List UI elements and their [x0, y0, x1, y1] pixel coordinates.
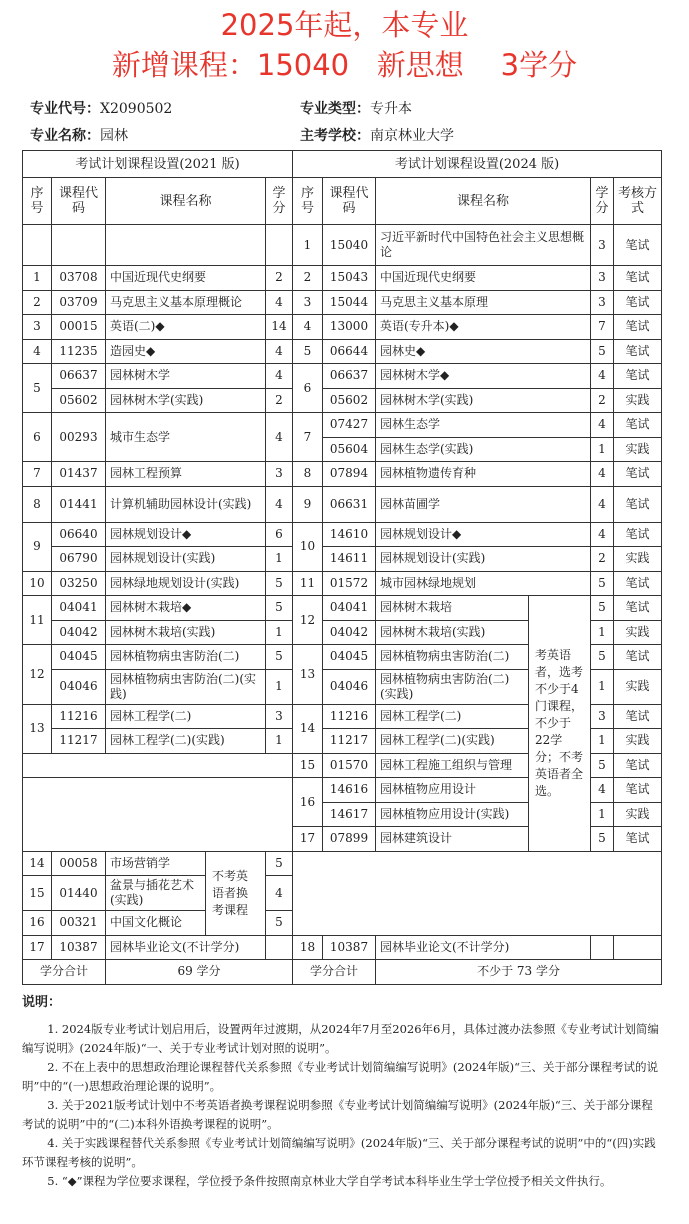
table-row [23, 571, 662, 596]
cell-credit: 6 [266, 522, 293, 547]
cell-no: 8 [293, 462, 323, 487]
cell-code: 03250 [52, 571, 106, 596]
cell-no: 5 [293, 339, 323, 364]
cell-method: 笔试 [614, 571, 662, 596]
cell-name: 英语(二)◆ [106, 315, 266, 340]
cell-name: 园林树木学◆ [376, 364, 591, 389]
cell-code: 04042 [323, 620, 376, 645]
cell-name: 造园史◆ [106, 339, 266, 364]
cell-code: 11216 [52, 704, 106, 729]
cell-code: 01572 [323, 571, 376, 596]
cell-no: 3 [23, 315, 52, 340]
note-item: 5. “◆”课程为学位要求课程，学位授予条件按照南京林业大学自学考试本科毕业生学士学位授予相关文件执行。 [47, 1174, 612, 1188]
cell-method: 笔试 [614, 364, 662, 389]
cell-name: 马克思主义基本原理 [376, 290, 591, 315]
col-code: 课程代码 [323, 178, 376, 225]
cell-credit: 4 [266, 364, 293, 389]
cell-no: 6 [293, 364, 323, 413]
cell-no: 4 [23, 339, 52, 364]
table-row [23, 462, 662, 487]
cell-credit: 3 [591, 266, 614, 291]
cell-credit: 5 [591, 645, 614, 670]
cell-code: 07894 [323, 462, 376, 487]
cell-code: 13000 [323, 315, 376, 340]
col-no: 序号 [293, 178, 323, 225]
cell-credit: 3 [266, 704, 293, 729]
table-row [23, 290, 662, 315]
table-row [23, 315, 662, 340]
cell-code: 04041 [323, 596, 376, 621]
cell-no: 6 [23, 413, 52, 462]
host-school-value: 南京林业大学 [370, 128, 454, 144]
cell-code: 10387 [52, 935, 106, 960]
cell-name: 园林规划设计◆ [106, 522, 266, 547]
total-credits: 不少于 73 学分 [376, 960, 662, 985]
cell-credit: 4 [591, 778, 614, 803]
cell-code: 14610 [323, 522, 376, 547]
cell-credit: 2 [591, 547, 614, 572]
cell-code: 11217 [52, 729, 106, 754]
cell-credit: 1 [266, 547, 293, 572]
major-name-label: 专业名称： [30, 128, 100, 144]
cell-code: 04041 [52, 596, 106, 621]
cell-name: 园林树木学(实践) [376, 388, 591, 413]
cell-credit: 14 [266, 315, 293, 340]
cell-no: 14 [23, 851, 52, 876]
cell-method: 笔试 [614, 339, 662, 364]
cell-method: 实践 [614, 729, 662, 754]
cell-code: 03708 [52, 266, 106, 291]
cell-code: 06631 [323, 486, 376, 522]
cell-credit: 2 [266, 388, 293, 413]
cell-name: 中国近现代史纲要 [376, 266, 591, 291]
total-credits: 69 学分 [106, 960, 293, 985]
cell-no: 9 [23, 522, 52, 571]
total-label: 学分合计 [293, 960, 376, 985]
cell-name: 园林树木学(实践) [106, 388, 266, 413]
cell-credit: 1 [266, 669, 293, 704]
cell-no: 15 [293, 753, 323, 778]
cell-name: 园林工程施工组织与管理 [376, 753, 529, 778]
cell-credit: 4 [591, 522, 614, 547]
cell-method: 笔试 [614, 704, 662, 729]
cell-name: 园林植物应用设计 [376, 778, 529, 803]
cell-name: 马克思主义基本原理概论 [106, 290, 266, 315]
cell-code: 05602 [323, 388, 376, 413]
cell-credit: 2 [591, 388, 614, 413]
plan-2024-title: 考试计划课程设置(2024 版) [293, 151, 662, 178]
cell-no: 5 [23, 364, 52, 413]
notes-title: 说明： [22, 995, 62, 1010]
table-row [23, 413, 662, 438]
cell-credit: 4 [266, 876, 293, 911]
cell-no: 11 [293, 571, 323, 596]
cell-code: 06790 [52, 547, 106, 572]
cell-code: 04046 [52, 669, 106, 704]
cell-credit: 1 [591, 620, 614, 645]
cell-no: 18 [293, 935, 323, 960]
cell-method: 笔试 [614, 462, 662, 487]
cell-no: 1 [293, 225, 323, 266]
cell-credit: 5 [591, 571, 614, 596]
note-item: 1. 2024版专业考试计划启用后，设置两年过渡期，从2024年7月至2026年6月，具体过渡办法参照《专业考试计划简编编写说明》(2024年版)“一、关于专业考试计划对照的说明”。 [22, 1022, 659, 1055]
cell-no: 7 [293, 413, 323, 462]
cell-name: 园林规划设计(实践) [106, 547, 266, 572]
cell-credit: 7 [591, 315, 614, 340]
cell-name: 盆景与插花艺术(实践) [106, 876, 206, 911]
cell-method: 笔试 [614, 413, 662, 438]
cell-method: 笔试 [614, 778, 662, 803]
cell-name: 园林植物应用设计(实践) [376, 802, 529, 827]
cell-method: 实践 [614, 388, 662, 413]
cell-name: 园林工程学(二)(实践) [106, 729, 266, 754]
cell-name: 计算机辅助园林设计(实践) [106, 486, 266, 522]
cell-code: 00058 [52, 851, 106, 876]
cell-name: 园林规划设计◆ [376, 522, 591, 547]
cell-credit: 4 [591, 486, 614, 522]
cell-name: 园林植物遗传育种 [376, 462, 591, 487]
cell-credit: 4 [591, 364, 614, 389]
cell-name: 园林树木栽培◆ [106, 596, 266, 621]
cell-name: 园林毕业论文(不计学分) [376, 935, 591, 960]
table-row [23, 596, 662, 621]
cell-method: 实践 [614, 547, 662, 572]
major-type-label: 专业类型： [300, 101, 370, 117]
cell-code: 00293 [52, 413, 106, 462]
cell-name: 中国近现代史纲要 [106, 266, 266, 291]
cell-credit: 4 [591, 462, 614, 487]
cell-credit: 5 [266, 596, 293, 621]
cell-credit: 5 [266, 851, 293, 876]
cell-code: 14616 [323, 778, 376, 803]
elective-note: 考英语者，选考不少于4门课程，不少于22学分；不考英语者全选。 [529, 596, 591, 852]
total-label: 学分合计 [23, 960, 106, 985]
col-code: 课程代码 [52, 178, 106, 225]
cell-credit: 4 [266, 486, 293, 522]
cell-method: 实践 [614, 620, 662, 645]
cell-no: 13 [23, 704, 52, 753]
cell-name: 园林规划设计(实践) [376, 547, 591, 572]
cell-no: 10 [293, 522, 323, 571]
cell-no: 11 [23, 596, 52, 645]
cell-name: 园林史◆ [376, 339, 591, 364]
course-comparison-table [22, 150, 662, 985]
col-name: 课程名称 [376, 178, 591, 225]
cell-code: 15044 [323, 290, 376, 315]
cell-method: 笔试 [614, 645, 662, 670]
cell-code: 03709 [52, 290, 106, 315]
cell-credit: 1 [591, 729, 614, 754]
host-school [300, 125, 454, 145]
banner-line-2: 新增课程：15040 新思想 3学分 [111, 48, 578, 82]
cell-method: 笔试 [614, 753, 662, 778]
cell-credit: 4 [266, 339, 293, 364]
cell-credit: 1 [591, 437, 614, 462]
cell-code: 05602 [52, 388, 106, 413]
cell-name: 园林树木学 [106, 364, 266, 389]
plan-2021-title: 考试计划课程设置(2021 版) [23, 151, 293, 178]
substitute-note: 不考英语者换考课程 [206, 851, 266, 935]
cell-credit: 1 [266, 620, 293, 645]
cell-credit: 5 [266, 645, 293, 670]
cell-name: 园林建筑设计 [376, 827, 529, 852]
cell-name: 市场营销学 [106, 851, 206, 876]
cell-no: 1 [23, 266, 52, 291]
cell-code: 04045 [52, 645, 106, 670]
cell-name: 园林植物病虫害防治(二) [376, 645, 529, 670]
cell-method: 笔试 [614, 315, 662, 340]
cell-no: 8 [23, 486, 52, 522]
cell-method: 笔试 [614, 522, 662, 547]
cell-credit: 4 [266, 413, 293, 462]
col-name: 课程名称 [106, 178, 266, 225]
cell-code: 10387 [323, 935, 376, 960]
cell-code: 00321 [52, 911, 106, 936]
total-row [23, 960, 662, 985]
table-row [23, 522, 662, 547]
table-row [23, 364, 662, 389]
cell-name: 园林树木栽培(实践) [106, 620, 266, 645]
cell-code: 04046 [323, 669, 376, 704]
cell-code: 06640 [52, 522, 106, 547]
cell-no: 2 [23, 290, 52, 315]
cell-no: 16 [23, 911, 52, 936]
cell-name: 园林植物病虫害防治(二)(实践) [376, 669, 529, 704]
column-header-row [23, 178, 662, 225]
major-code [30, 98, 172, 118]
cell-credit: 1 [266, 729, 293, 754]
cell-name: 习近平新时代中国特色社会主义思想概论 [376, 225, 591, 266]
cell-name: 园林生态学(实践) [376, 437, 591, 462]
cell-credit: 3 [591, 225, 614, 266]
table-row [23, 935, 662, 960]
note-item: 2. 不在上表中的思想政治理论课程替代关系参照《专业考试计划简编编写说明》(2024年版)“三、关于部分课程考试的说明”中的“(一)思想政治理论课的说明”。 [22, 1060, 659, 1093]
cell-code: 14617 [323, 802, 376, 827]
cell-name: 园林毕业论文(不计学分) [106, 935, 266, 960]
cell-name: 园林生态学 [376, 413, 591, 438]
table-row [23, 486, 662, 522]
cell-no: 12 [23, 645, 52, 705]
cell-no: 12 [293, 596, 323, 645]
table-row [23, 547, 662, 572]
cell-code: 06637 [323, 364, 376, 389]
cell-credit: 4 [591, 413, 614, 438]
major-code-label: 专业代号： [30, 101, 100, 117]
col-credit: 学分 [591, 178, 614, 225]
cell-method: 实践 [614, 802, 662, 827]
cell-method: 实践 [614, 669, 662, 704]
cell-method: 笔试 [614, 827, 662, 852]
cell-code: 11217 [323, 729, 376, 754]
cell-credit: 5 [591, 753, 614, 778]
cell-credit: 3 [266, 462, 293, 487]
cell-method: 实践 [614, 437, 662, 462]
cell-credit: 3 [591, 704, 614, 729]
cell-no: 3 [293, 290, 323, 315]
cell-name: 园林树木栽培 [376, 596, 529, 621]
cell-credit: 5 [591, 339, 614, 364]
cell-code: 06637 [52, 364, 106, 389]
cell-code: 01441 [52, 486, 106, 522]
cell-code: 07899 [323, 827, 376, 852]
major-code-value: X2090502 [100, 101, 173, 117]
cell-method: 笔试 [614, 225, 662, 266]
cell-code: 05604 [323, 437, 376, 462]
cell-no: 17 [23, 935, 52, 960]
cell-credit: 1 [591, 669, 614, 704]
cell-name: 园林植物病虫害防治(二) [106, 645, 266, 670]
major-type-value: 专升本 [370, 101, 412, 117]
major-name [30, 125, 128, 145]
cell-no: 13 [293, 645, 323, 705]
cell-code: 00015 [52, 315, 106, 340]
cell-method: 笔试 [614, 266, 662, 291]
cell-name: 城市园林绿地规划 [376, 571, 591, 596]
cell-code: 04045 [323, 645, 376, 670]
cell-name: 中国文化概论 [106, 911, 206, 936]
cell-no: 7 [23, 462, 52, 487]
cell-name: 园林工程学(二) [106, 704, 266, 729]
cell-code: 01440 [52, 876, 106, 911]
table-row [23, 851, 662, 876]
table-row [23, 388, 662, 413]
cell-name: 园林绿地规划设计(实践) [106, 571, 266, 596]
cell-code: 07427 [323, 413, 376, 438]
cell-method: 笔试 [614, 290, 662, 315]
cell-credit: 4 [266, 290, 293, 315]
cell-no: 10 [23, 571, 52, 596]
cell-name: 园林植物病虫害防治(二)(实践) [106, 669, 266, 704]
cell-no: 14 [293, 704, 323, 753]
cell-name: 英语(专升本)◆ [376, 315, 591, 340]
note-item: 3. 关于2021版考试计划中不考英语者换考课程说明参照《专业考试计划简编编写说明》(2024年版)“三、关于部分课程考试的说明”中的“(二)本科外语换考课程的说明”。 [22, 1098, 653, 1131]
cell-credit: 5 [266, 571, 293, 596]
cell-code: 11235 [52, 339, 106, 364]
cell-credit: 3 [591, 290, 614, 315]
cell-name: 城市生态学 [106, 413, 266, 462]
cell-no: 17 [293, 827, 323, 852]
cell-code: 14611 [323, 547, 376, 572]
cell-code: 11216 [323, 704, 376, 729]
cell-no: 15 [23, 876, 52, 911]
cell-credit: 2 [266, 266, 293, 291]
notes-section [22, 993, 662, 1191]
note-item: 4. 关于实践课程替代关系参照《专业考试计划简编编写说明》(2024年版)“三、关于部分课程考试的说明”中的“(四)实践环节课程考核的说明”。 [22, 1136, 656, 1169]
table-row [23, 339, 662, 364]
cell-credit: 5 [591, 827, 614, 852]
cell-name: 园林工程预算 [106, 462, 266, 487]
cell-credit: 1 [591, 802, 614, 827]
cell-name: 园林工程学(二) [376, 704, 529, 729]
cell-code: 06644 [323, 339, 376, 364]
cell-code: 15040 [323, 225, 376, 266]
cell-credit: 5 [591, 596, 614, 621]
cell-method: 笔试 [614, 596, 662, 621]
cell-no: 9 [293, 486, 323, 522]
cell-name: 园林树木栽培(实践) [376, 620, 529, 645]
col-no: 序号 [23, 178, 52, 225]
cell-code: 04042 [52, 620, 106, 645]
cell-method: 笔试 [614, 486, 662, 522]
major-name-value: 园林 [100, 128, 128, 144]
col-credit: 学分 [266, 178, 293, 225]
col-method: 考核方式 [614, 178, 662, 225]
major-type [300, 98, 412, 118]
cell-code: 01570 [323, 753, 376, 778]
table-row [23, 266, 662, 291]
cell-no: 16 [293, 778, 323, 827]
host-school-label: 主考学校： [300, 128, 370, 144]
banner-line-1: 2025年起，本专业 [220, 8, 469, 42]
cell-code: 01437 [52, 462, 106, 487]
cell-name: 园林苗圃学 [376, 486, 591, 522]
cell-code: 15043 [323, 266, 376, 291]
cell-no: 2 [293, 266, 323, 291]
cell-no: 4 [293, 315, 323, 340]
table-row [23, 225, 662, 266]
cell-name: 园林工程学(二)(实践) [376, 729, 529, 754]
cell-credit: 5 [266, 911, 293, 936]
